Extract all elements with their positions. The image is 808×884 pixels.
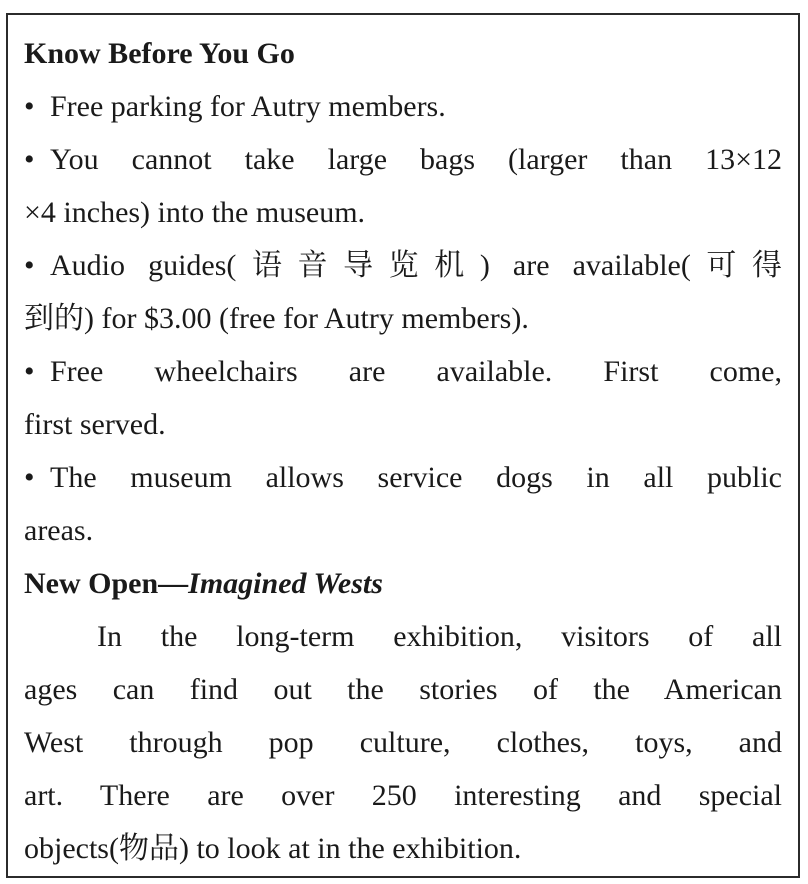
section-heading-new-open [24, 557, 782, 610]
bullet-item-parking [24, 80, 782, 133]
paragraph-line-3 [24, 716, 782, 769]
line-text: art. There are over 250 interesting and special [24, 779, 782, 812]
heading-text: Know Before You Go [24, 37, 295, 70]
line-text: objects(物品) to look at in the exhibition. [24, 832, 522, 865]
bullet-item-wheelchairs [24, 345, 782, 398]
line-text: Audio guides(语音导览机) are available(可得 [50, 249, 782, 282]
paragraph-line-4 [24, 769, 782, 822]
line-text: ages can find out the stories of the American [24, 673, 782, 706]
line-text: West through pop culture, clothes, toys, and [24, 726, 782, 759]
line-text: Free parking for Autry members. [50, 90, 446, 123]
bullet-icon: • [24, 249, 35, 282]
bullet-icon: • [24, 355, 35, 388]
bullet-item-bags-continued [24, 186, 782, 239]
line-text: ×4 inches) into the museum. [24, 196, 366, 229]
line-text: You cannot take large bags (larger than 13×12 [50, 143, 782, 176]
bullet-icon: • [24, 143, 35, 176]
paragraph-line-1 [24, 610, 782, 663]
notice-box [6, 13, 800, 878]
line-text: In the long-term exhibition, visitors of all [97, 620, 782, 653]
heading-exhibition-title: Imagined Wests [188, 567, 383, 600]
bullet-item-audio-guides-continued [24, 292, 782, 345]
section-heading-know-before-you-go [24, 27, 782, 80]
paragraph-line-2 [24, 663, 782, 716]
line-text: areas. [24, 514, 94, 547]
bullet-item-wheelchairs-continued [24, 398, 782, 451]
line-text: 到的) for $3.00 (free for Autry members). [24, 302, 529, 335]
bullet-item-bags [24, 133, 782, 186]
line-text: Free wheelchairs are available. First come, [50, 355, 782, 388]
line-text: first served. [24, 408, 166, 441]
line-text: The museum allows service dogs in all public [50, 461, 782, 494]
bullet-item-service-dogs [24, 451, 782, 504]
bullet-item-service-dogs-continued [24, 504, 782, 557]
bullet-item-audio-guides [24, 239, 782, 292]
heading-prefix: New Open— [24, 567, 189, 600]
bullet-icon: • [24, 461, 35, 494]
paragraph-line-5 [24, 822, 782, 875]
bullet-icon: • [24, 90, 35, 123]
